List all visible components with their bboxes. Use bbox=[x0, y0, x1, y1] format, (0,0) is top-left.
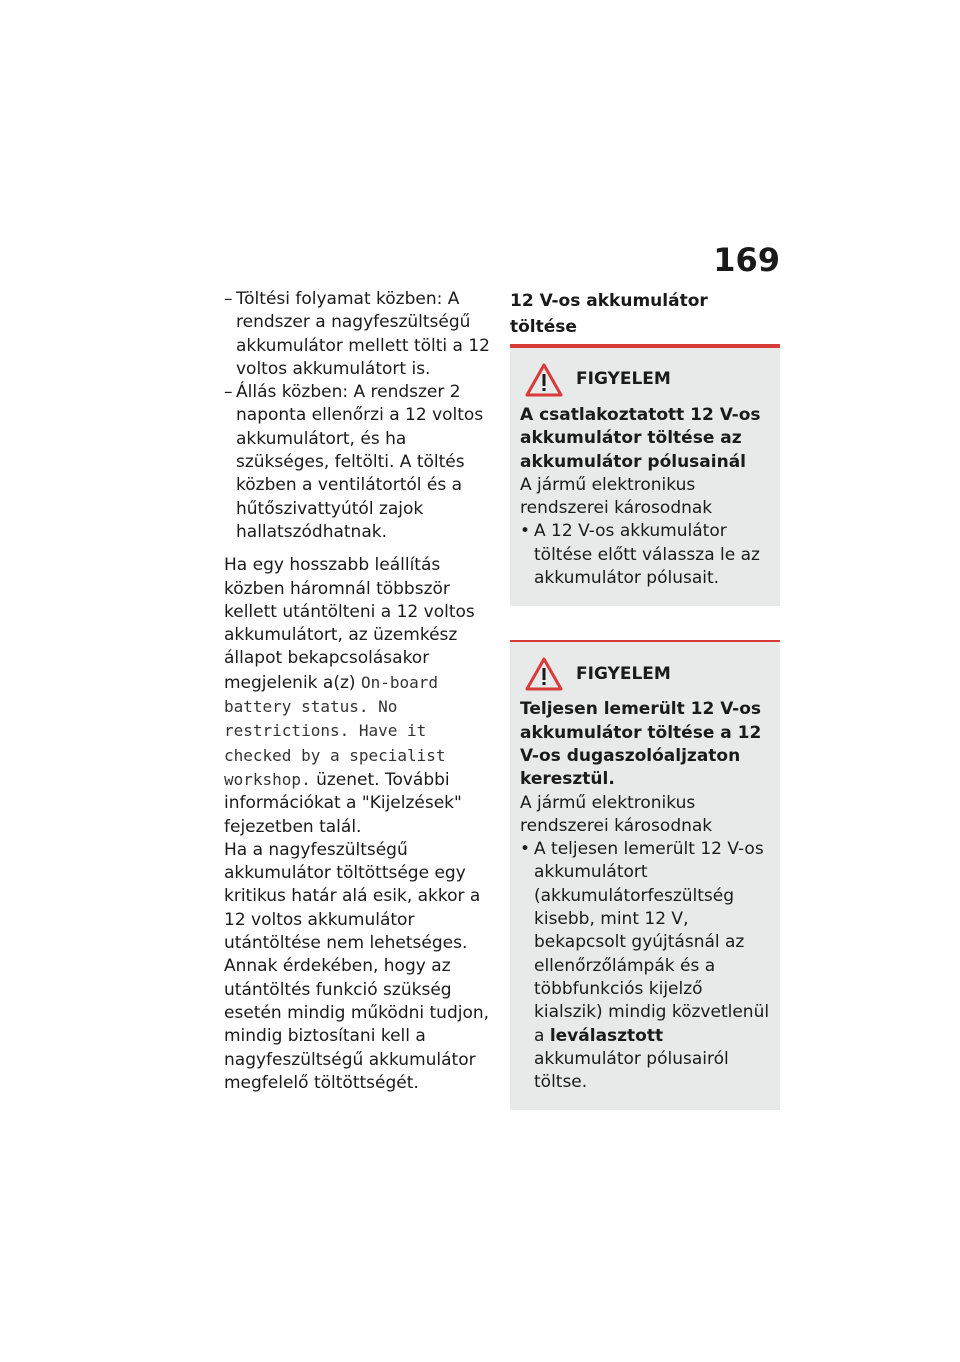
section-title: 12 V-os akkumulátor töltése bbox=[510, 288, 780, 346]
right-column bbox=[510, 288, 780, 1110]
bullet-text: A teljesen lemerült 12 V-os akkumulátort (akkumulátorfeszültség kisebb, mint 12 V, bekapcsolt gyújtásnál az ellenőrzőlámpák és a többfunkciós kijelző kialszik) mindig közvetlenül a bbox=[534, 839, 770, 1046]
warning-text: A jármű elektronikus rendszerei károsodnak bbox=[520, 792, 713, 836]
warning-header bbox=[520, 360, 770, 400]
display-message: On-board battery status. No restrictions. Have it checked by a specialist workshop. bbox=[224, 672, 446, 789]
warning-triangle-icon bbox=[524, 656, 564, 692]
bullet-item bbox=[520, 838, 770, 1094]
list-item-text: Töltési folyamat közben: A rendszer a nagyfeszültségű akkumulátor mellett tölti a 12 voltos akkumulátort is. bbox=[236, 289, 490, 379]
bullet-text: A 12 V-os akkumulátor töltése előtt válassza le az akkumulátor pólusait. bbox=[534, 521, 760, 589]
list-item bbox=[224, 381, 492, 544]
paragraph-text: Ha egy hosszabb leállítás közben háromnál többször kellett utántölteni a 12 voltos akkumulátort, az üzemkész állapot bekapcsolásakor megjelenik a(z) bbox=[224, 555, 475, 693]
warning-triangle-icon bbox=[524, 362, 564, 398]
paragraph-text: Ha a nagyfeszültségű akkumulátor töltöttsége egy kritikus határ alá esik, akkor a 12 voltos akkumulátor utántöltése nem lehetséges. Annak érdekében, hogy az utántöltés funkció szükség esetén mindig működni tudjon, mindig biztosítani kell a nagyfeszültségű akkumulátor megfelelő töltöttségét. bbox=[224, 839, 490, 1093]
warning-heading: Teljesen lemerült 12 V-os akkumulátor töltése a 12 V-os dugaszolóaljzaton keresztül. bbox=[520, 699, 762, 790]
dash-marker: – bbox=[224, 289, 233, 309]
warning-box bbox=[510, 346, 780, 606]
bullet-marker: • bbox=[520, 521, 531, 542]
paragraph bbox=[224, 554, 492, 839]
list-item bbox=[224, 288, 492, 381]
bullet-item bbox=[520, 520, 770, 590]
page-number: 169 bbox=[713, 241, 780, 279]
warning-text: A jármű elektronikus rendszerei károsodnak bbox=[520, 474, 713, 519]
spacer bbox=[510, 606, 780, 640]
bullet-text: akkumulátor pólusairól töltse. bbox=[534, 1048, 729, 1093]
warning-label: FIGYELEM bbox=[576, 369, 671, 390]
dash-marker: – bbox=[224, 382, 233, 403]
left-column bbox=[224, 288, 492, 1095]
list-item-text: Állás közben: A rendszer 2 naponta ellenőrzi a 12 voltos akkumulátort, és ha szükséges, feltölti. A töltés közben a ventilátortól és a hűtőszivattyútól zajok hallatszódhatnak. bbox=[236, 382, 484, 542]
warning-box bbox=[510, 640, 780, 1110]
warning-heading: A csatlakoztatott 12 V-os akkumulátor töltése az akkumulátor pólusainál bbox=[520, 405, 761, 472]
warning-label: FIGYELEM bbox=[576, 663, 671, 684]
bullet-marker: • bbox=[520, 839, 531, 860]
paragraph-text: üzenet. További információkat a "Kijelzések" fejezetben talál. bbox=[224, 769, 462, 837]
paragraph bbox=[224, 839, 492, 1095]
warning-header bbox=[520, 654, 770, 694]
bullet-bold-text: leválasztott bbox=[549, 1025, 664, 1046]
